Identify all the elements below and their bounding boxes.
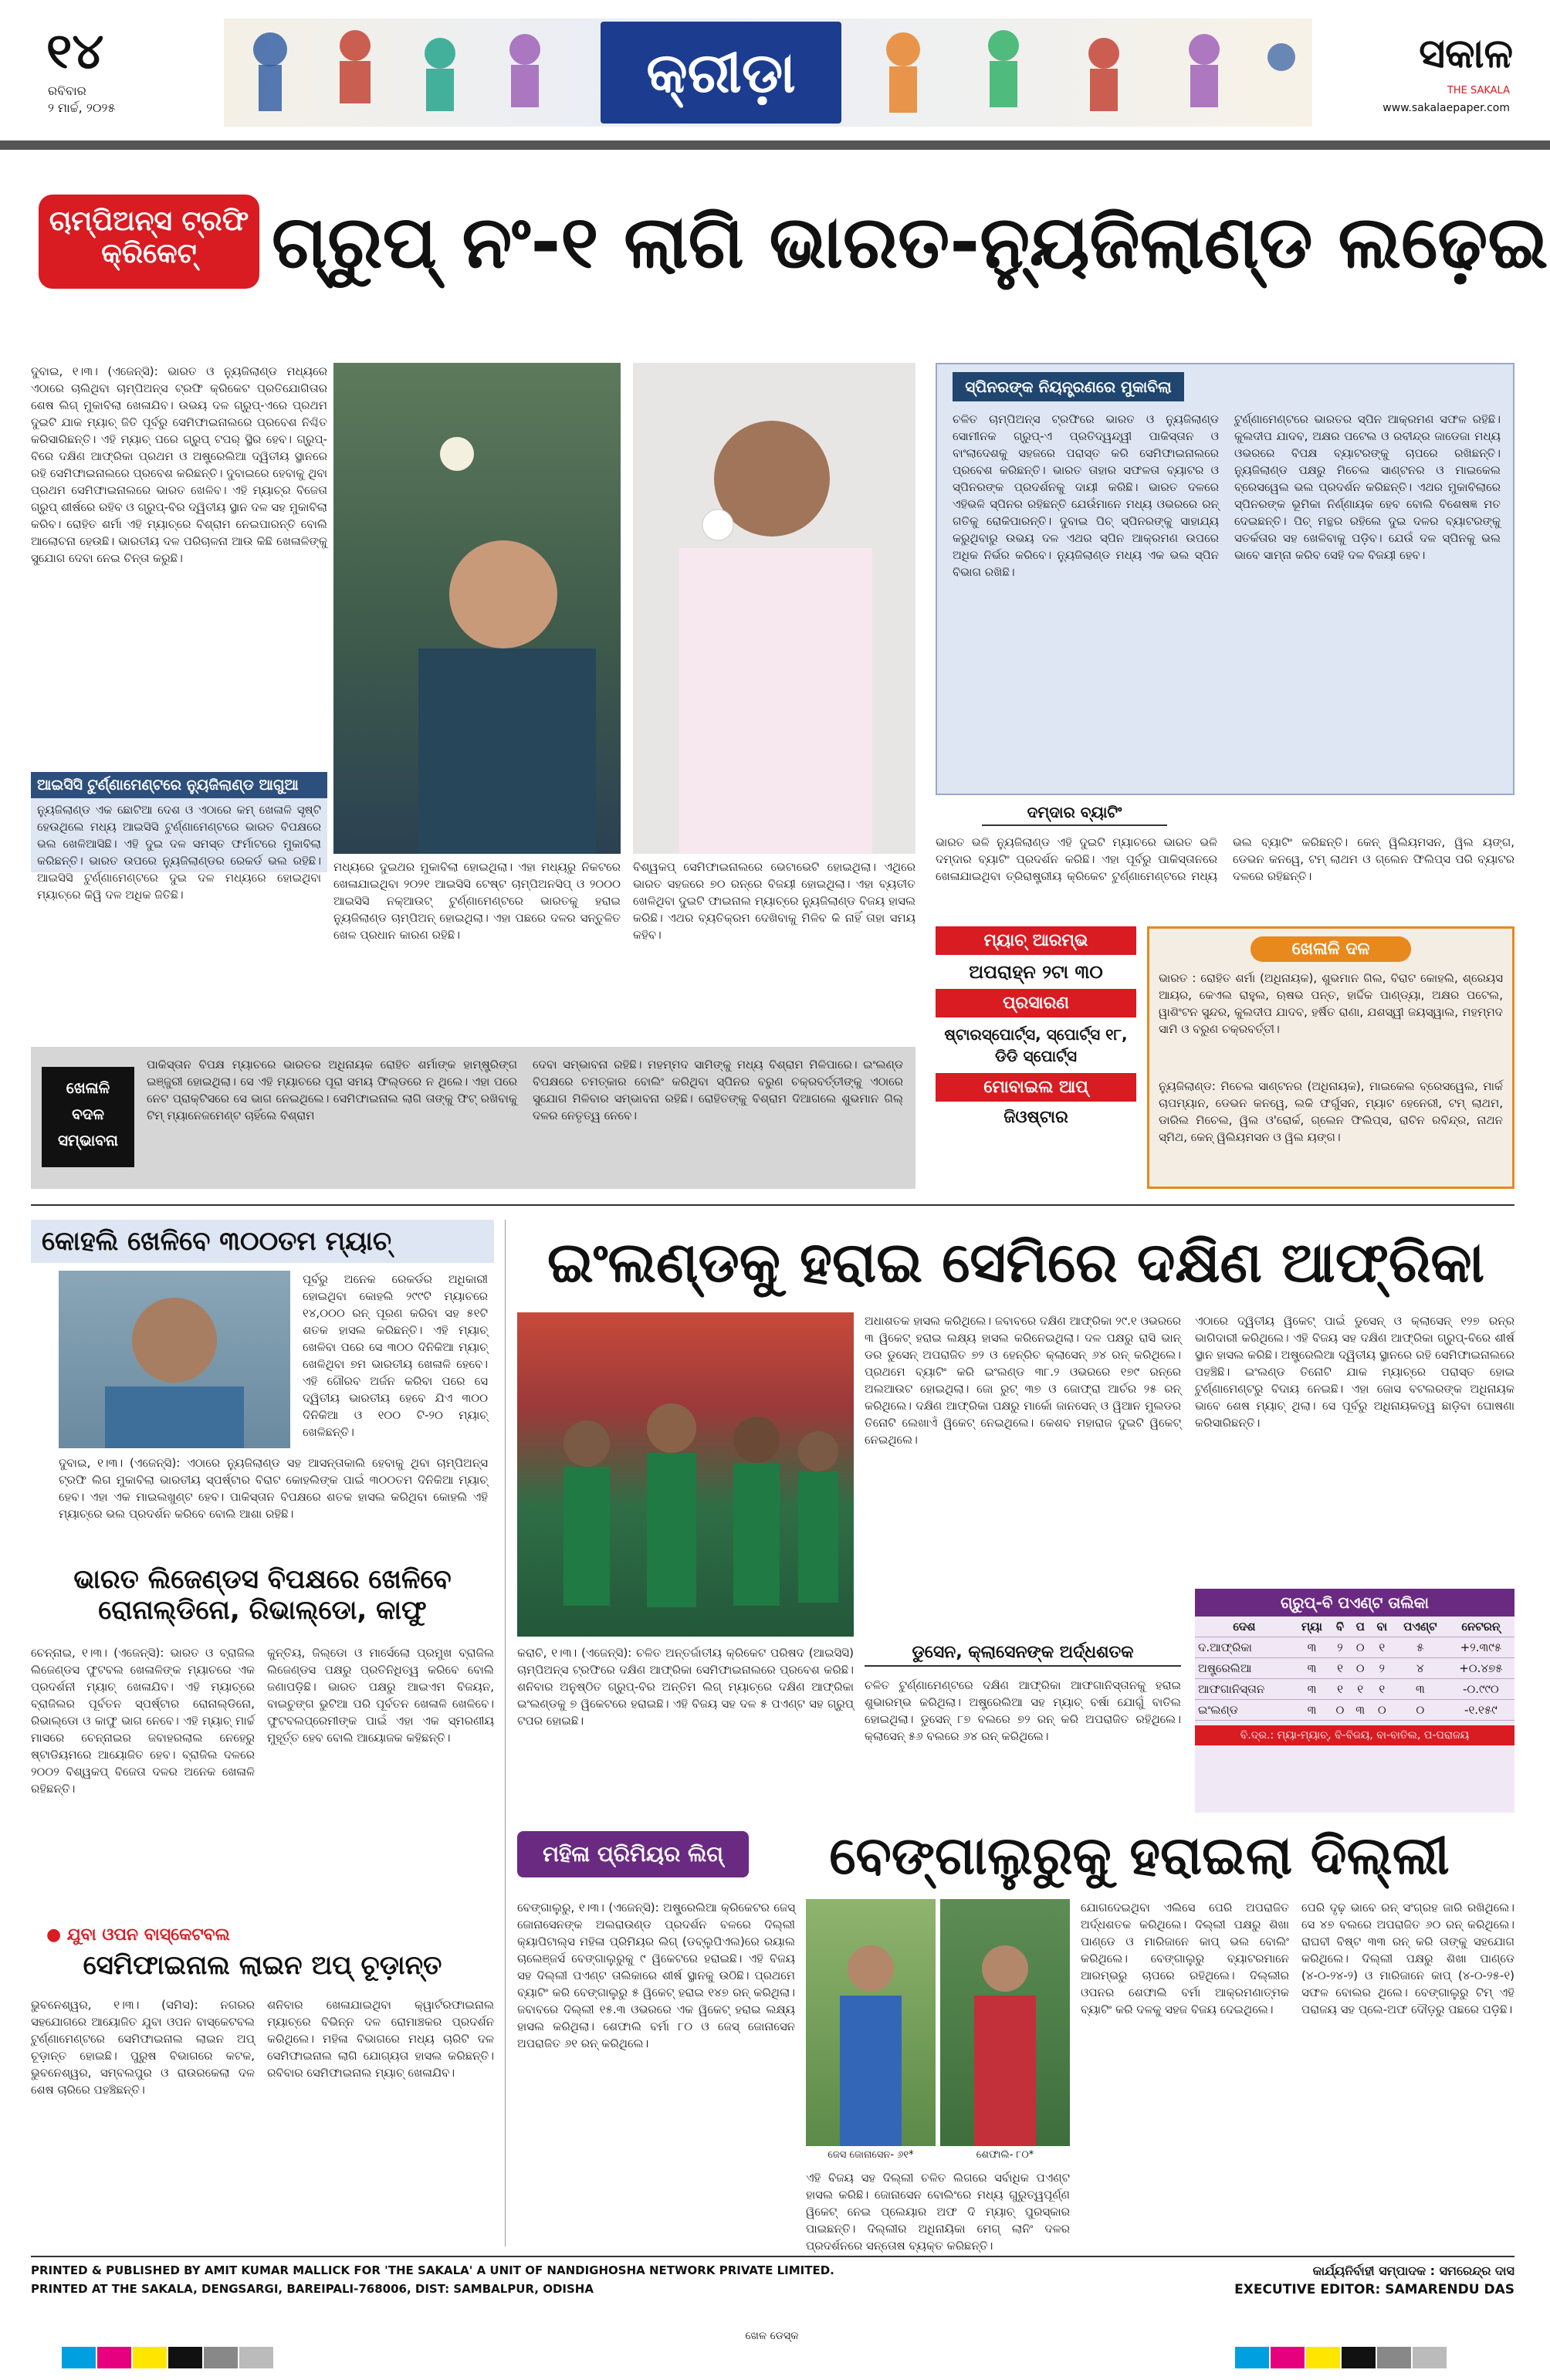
wpl-headline: ବେଙ୍ଗାଲୁରୁକୁ ହରାଇଲା ଦିଲ୍ଲୀ	[829, 1826, 1450, 1887]
kohli-text-right: ପୂର୍ବରୁ ଅନେକ ରେକର୍ଡର ଅଧିକାରୀ ହୋଇଥିବା କୋହଲି ୨୯୯ଟି ମ୍ୟାଚରେ ୧୪,୦୦୦ ରନ୍ ପୂରଣ କରିବା ସହ ୫୧ଟି ଶତକ ହାସଲ କରିଛନ୍ତି। ଏହି ମ୍ୟାଚ୍ ଖେଳିବା ପରେ ସେ ୩୦୦ ଦିନିକିଆ ମ୍ୟାଚ୍ ଖେଳିଥିବା ୭ମ ଭାରତୀୟ ଖେଳାଳି ହେବେ। ଏହି ଗୌରବ ଅର୍ଜନ କରିବା ପରେ ସେ ଦ୍ୱିତୀୟ ଭାରତୀୟ ହେବେ ଯିଏ ୩୦୦ ଦିନିକିଆ ଓ ୧୦୦ ଟି-୨୦ ମ୍ୟାଚ୍ ଖେଳିଛନ୍ତି।	[303, 1272, 488, 1439]
section-divider	[31, 1204, 1514, 1206]
match-start-time: ଅପରାହ୍ନ ୨ଟା ୩୦	[969, 961, 1103, 983]
table-cell: ୩	[1294, 1658, 1330, 1679]
sa-headline: ଇଂଲଣ୍ଡକୁ ହରାଇ ସେମିରେ ଦକ୍ଷିଣ ଆଫ୍ରିକା	[547, 1230, 1485, 1295]
player-photo-2	[633, 363, 915, 854]
spin-box	[936, 363, 1514, 795]
ronaldinho-title-line1: ଭାରତ ଲିଜେଣ୍ଡସ ବିପକ୍ଷରେ ଖେଳିବେ	[73, 1564, 452, 1595]
table-cell: ଇଂଲଣ୍ଡ	[1195, 1700, 1294, 1721]
basketball-text-col2: ଶନିବାର ଖେଳାଯାଇଥିବା କ୍ୱାର୍ଟରଫାଇନାଲ ମ୍ୟାଚ୍‌ରେ ବିଭିନ୍ନ ଦଳ ରୋମାଞ୍ଚକର ପ୍ରଦର୍ଶନ କରିଥିଲେ। ମହିଳା ବିଭାଗରେ ମଧ୍ୟ ଚାରିଟି ଦଳ ସେମିଫାଇନାଲ ଲାଗି ଯୋଗ୍ୟତା ହାସଲ କରିଛନ୍ତି। ରବିବାର ସେମିଫାଇନାଲ ମ୍ୟାଚ୍ ଖେଳାଯିବ।	[267, 1998, 494, 2080]
match-start-label: ମ୍ୟାଚ୍ ଆରମ୍ଭ	[936, 926, 1136, 955]
app-value: ଜିଓଷ୍ଟାର	[1003, 1108, 1068, 1127]
player-silhouette-1	[333, 363, 621, 854]
table-cell: ୦	[1371, 1700, 1393, 1721]
broadcast-value: ଷ୍ଟାରସ୍ପୋର୍ଟ୍ସ, ସ୍ପୋର୍ଟ୍ସ ୧୮, ଡିଡି ସ୍ପୋର୍ଟ୍ସ	[944, 1025, 1128, 1065]
wpl-photo-2	[940, 1899, 1070, 2146]
page-day: ରବିବାର	[48, 83, 86, 98]
player-change-tag-line3: ସମ୍ଭାବନା	[57, 1131, 119, 1149]
masthead-rule	[0, 140, 1550, 150]
lead-kicker-line1: ଚାମ୍ପିଅନ୍ସ ଟ୍ରଫି	[49, 205, 249, 237]
table-cell: ୨	[1371, 1658, 1393, 1679]
app-label: ମୋବାଇଲ ଆପ୍	[936, 1073, 1136, 1102]
basketball-kicker	[46, 1925, 355, 1945]
table-cell: -୧.୧୫୯	[1447, 1700, 1514, 1721]
sa-col2b: ଚଳିତ ଟୁର୍ଣ୍ଣାମେଣ୍ଟରେ ଦକ୍ଷିଣ ଆଫ୍ରିକା ଆଫଗାନିସ୍ତାନକୁ ହରାଇ ଶୁଭାରମ୍ଭ କରିଥିଲା। ଅଷ୍ଟ୍ରେଲିଆ ସହ ମ୍ୟାଚ୍ ବର୍ଷା ଯୋଗୁଁ ବାତିଲ ହୋଇଥିଲା। ଡୁସେନ୍ ୮୭ ବଲରେ ୭୨ ରନ୍ କରି ଅପରାଜିତ ରହିଥିଲେ। କ୍ଲାସେନ୍ ୫୬ ବଲରେ ୬୪ ରନ୍ କରିଥିଲେ।	[865, 1678, 1181, 1743]
bullet-icon: ●	[46, 1925, 67, 1945]
wpl-player-silhouette-2	[940, 1899, 1070, 2146]
registration-marks-right	[1235, 2347, 1448, 2372]
left-col-divider	[505, 1220, 506, 2246]
basketball-title: ସେମିଫାଇନାଲ ଲାଇନ ଅପ୍ ଚୂଡ଼ାନ୍ତ	[83, 1950, 442, 1981]
table-row	[1195, 1700, 1514, 1721]
table-cell: ଅଷ୍ଟ୍ରେଲିଆ	[1195, 1658, 1294, 1679]
table-cell: ୦	[1350, 1658, 1371, 1679]
player-silhouette-2	[633, 363, 915, 854]
col-header: ଦେଶ	[1195, 1617, 1294, 1637]
batting-title: ଦମ୍ଦାର ବ୍ୟାଟିଂ	[982, 803, 1167, 826]
table-cell: ୪	[1393, 1658, 1447, 1679]
wpl-photo-1	[806, 1899, 936, 2146]
bottom-center-tag: ଖେଳ ଡେସ୍କ	[745, 2330, 799, 2342]
player-change-tag-line1: ଖେଳାଳି	[66, 1078, 110, 1097]
table-cell: ୦	[1350, 1637, 1371, 1658]
squad-title: ଖେଳାଳି ଦଳ	[1250, 936, 1411, 962]
printer-line2: PRINTED AT THE SAKALA, DENGSARGI, BAREIPALI-768006, DIST: SAMBALPUR, ODISHA	[31, 2282, 594, 2296]
lead-body-col1: ଦୁବାଇ, ୧।୩। (ଏଜେନ୍ସି): ଭାରତ ଓ ନ୍ୟୁଜିଲାଣ୍ଡ ମଧ୍ୟରେ ଏଠାରେ ଚାଲିଥିବା ଚାମ୍ପିଅନ୍ସ ଟ୍ରଫି କ୍ରିକେଟ ପ୍ରତିଯୋଗିତାର ଶେଷ ଲିଗ୍ ମୁକାବିଲା ଖେଳାଯିବ। ଉଭୟ ଦଳ ଗ୍ରୁପ୍-ଏରେ ପ୍ରଥମ ଦୁଇଟି ଯାକ ମ୍ୟାଚ୍ ଜିତି ପୂର୍ବରୁ ସେମିଫାଇନାଲରେ ପ୍ରବେଶ ନିଶ୍ଚିତ କରିସାରିଛନ୍ତି। ଏହି ମ୍ୟାଚ୍ ପରେ ଗ୍ରୁପ୍ ଟପର୍ ସ୍ଥିର ହେବ। ଗ୍ରୁପ୍-ବିରେ ଦକ୍ଷିଣ ଆଫ୍ରିକା ପ୍ରଥମ ଓ ଅଷ୍ଟ୍ରେଲିଆ ଦ୍ୱିତୀୟ ସ୍ଥାନରେ ରହି ସେମିଫାଇନାଲରେ ପ୍ରବେଶ କରିଛନ୍ତି। ଦୁବାଇରେ ହେବାକୁ ଥିବା ପ୍ରଥମ ସେମିଫାଇନାଲରେ ଭାରତ ଖେଳିବ। ଏହି ମ୍ୟାଚ୍‌ର ବିଜେତା ଗ୍ରୁପ୍ ଶୀର୍ଷରେ ରହିବ ଓ ଗ୍ରୁପ୍-ବିର ଦ୍ୱିତୀୟ ସ୍ଥାନ ଦଳ ସହ ମୁକାବିଲା କରିବ। ରୋହିତ ଶର୍ମା ଏହି ମ୍ୟାଚ୍‌ରେ ବିଶ୍ରାମ ନେଇପାରନ୍ତି ବୋଲି ଆଲୋଚନା ହେଉଛି। ଭାରତୀୟ ଦଳ ପରିଚାଳନା ଆଉ କିଛି ଖେଳାଳିଙ୍କୁ ସୁଯୋଗ ଦେବା ନେଇ ଚିନ୍ତା କରୁଛି।	[31, 364, 327, 565]
table-cell: +୨.୩୯୫	[1447, 1637, 1514, 1658]
lead-kicker-line2: କ୍ରିକେଟ୍	[101, 238, 197, 269]
sa-subtitle: ଡୁସେନ, କ୍ଲାସେନଙ୍କ ଅର୍ଦ୍ଧଶତକ	[865, 1643, 1181, 1667]
sa-team-photo	[517, 1312, 854, 1637]
basketball-kicker-text: ଯୁବା ଓପନ ବାସ୍କେଟବଲ	[66, 1925, 230, 1945]
nz-record-box	[31, 772, 327, 902]
table-cell: ୦	[1393, 1700, 1447, 1721]
broadcast-label: ପ୍ରସାରଣ	[936, 989, 1136, 1017]
col-header: ବି	[1330, 1617, 1350, 1637]
player-change-tag	[42, 1067, 134, 1167]
ronaldinho-text-col1: ଚେନ୍ନାଇ, ୧।୩। (ଏଜେନ୍ସି): ଭାରତ ଓ ବ୍ରାଜିଲ ଲିଜେଣ୍ଡସ ଫୁଟବଲ ଖେଳାଳିଙ୍କ ମ୍ୟାଚରେ ଏକ ପ୍ରଦର୍ଶନୀ ମ୍ୟାଚ୍ ଖେଳାଯିବ। ଏହି ମ୍ୟାଚ୍‌ରେ ବ୍ରାଜିଲର ପୂର୍ବତନ ସ୍ପର୍ଷ୍ଟାର ରୋନାଲ୍ଡିନୋ, ରିଭାଲ୍ଡୋ ଓ କାଫୁ ଭାଗ ନେବେ। ଏହି ମ୍ୟାଚ୍ ମାର୍ଚ୍ଚ ମାସରେ ଚେନ୍ନାଇର ଜବାହରଲାଲ ନେହେରୁ ଷ୍ଟାଡିୟମରେ ଆୟୋଜିତ ହେବ। ବ୍ରାଜିଲ ଦଳରେ ୨୦୦୨ ବିଶ୍ୱକପ୍ ବିଜେତା ଦଳର ଅନେକ ଖେଳାଳି ରହିଛନ୍ତି।	[31, 1646, 255, 1796]
points-table	[1195, 1617, 1514, 1721]
player-photo-1	[333, 363, 621, 854]
ronaldinho-title	[31, 1564, 494, 1626]
table-cell: ୩	[1350, 1700, 1371, 1721]
batting-box	[936, 803, 1514, 926]
table-cell: ୩	[1294, 1700, 1330, 1721]
wpl-photo1-caption: ଜେସ ଜୋନାସେନ- ୬୧*	[827, 2149, 914, 2161]
nz-record-text: ନ୍ୟୁଜିଲାଣ୍ଡ ଏକ ଛୋଟିଆ ଦେଶ ଓ ଏଠାରେ କମ୍ ଖେଳାଳି ସୃଷ୍ଟି ହେଉଥିଲେ ମଧ୍ୟ ଆଇସିସି ଟୁର୍ଣ୍ଣାମେଣ୍ଟରେ ଭାରତ ବିପକ୍ଷରେ ଭଲ ଖେଳିଆସିଛି। ଏହି ଦୁଇ ଦଳ ସମସ୍ତ ଫର୍ମାଟରେ ମୁକାବିଲା କରିଛନ୍ତି। ଭାରତ ଉପରେ ନ୍ୟୁଜିଲାଣ୍ଡର ରେକର୍ଡ ଭଲ ରହିଛି। ଆଇସିସି ଟୁର୍ଣ୍ଣାମେଣ୍ଟରେ ଦୁଇ ଦଳ ମଧ୍ୟରେ ହୋଇଥିବା ମ୍ୟାଚ୍‌ରେ କିୱି ଦଳ ଅଧିକ ଜିତିଛି।	[37, 803, 321, 902]
spin-box-col2: ଟୁର୍ଣ୍ଣାମେଣ୍ଟରେ ଭାରତର ସ୍ପିନ ଆକ୍ରମଣ ସଫଳ ରହିଛି। କୁଲଦୀପ ଯାଦବ, ଅକ୍ଷର ପଟେଲ ଓ ରବୀନ୍ଦ୍ର ଜାଡେଜା ମଧ୍ୟ ଓଭରରେ ବିପକ୍ଷ ବ୍ୟାଟରଙ୍କୁ ଚାପରେ ରଖିଛନ୍ତି। ନ୍ୟୁଜିଲାଣ୍ଡ ପକ୍ଷରୁ ମିଚେଲ ସାଣ୍ଟନର ଓ ମାଇକେଲ ବ୍ରେସୱେଲ ଭଲ ପ୍ରଦର୍ଶନ କରିଛନ୍ତି। ଏଥର ମୁକାବିଲାରେ ସ୍ପିନରଙ୍କ ଭୂମିକା ନିର୍ଣ୍ଣାୟକ ହେବ ବୋଲି ବିଶେଷଜ୍ଞ ମତ ଦେଇଛନ୍ତି। ପିଚ୍ ମନ୍ଥର ରହିଲେ ଦୁଇ ଦଳର ବ୍ୟାଟରଙ୍କୁ ସତର୍କତାର ସହ ଖେଳିବାକୁ ପଡ଼ିବ। ଯେଉଁ ଦଳ ସ୍ପିନକୁ ଭଲ ଭାବେ ସାମ୍ନା କରିବ ସେହି ଦଳ ବିଜୟୀ ହେବ।	[1234, 412, 1501, 562]
sports-silhouette-left	[224, 19, 594, 127]
spin-box-col1: ଚଳିତ ଚାମ୍ପିଅନ୍ସ ଟ୍ରଫିରେ ଭାରତ ଓ ନ୍ୟୁଜିଲାଣ୍ଡ ସୋମୀନକ ଗ୍ରୁପ୍-ଏ ପ୍ରତିଦ୍ୱନ୍ଦ୍ୱୀ ପାକିସ୍ତାନ ଓ ବାଂଲାଦେଶକୁ ସହଜରେ ପରାସ୍ତ କରି ସେମିଫାଇନାଲରେ ପ୍ରବେଶ କରିଛନ୍ତି। ଭାରତ ତାହାର ସଫଳତା ବ୍ୟାଟର ଓ ସ୍ପିନରଙ୍କ ପ୍ରଦର୍ଶନକୁ ଦାୟୀ କରିଛି। ଭାରତ ଦଳରେ ଏହିଭଳି ସ୍ପିନର ରହିଛନ୍ତି ଯେଉଁମାନେ ମଧ୍ୟ ଓଭରରେ ରନ୍ ଗତିକୁ ରୋକିପାରନ୍ତି। ଦୁବାଇ ପିଚ୍ ସ୍ପିନରଙ୍କୁ ସାହାଯ୍ୟ କରୁଥିବାରୁ ଉଭୟ ଦଳ ଏଥର ସ୍ପିନ ଆକ୍ରମଣ ଉପରେ ଅଧିକ ନିର୍ଭର କରିବେ। ନ୍ୟୁଜିଲାଣ୍ଡ ମଧ୍ୟ ଏକ ଭଲ ସ୍ପିନ ବିଭାଗ ରଖିଛି।	[953, 412, 1219, 579]
sa-col2: ଏଠାରେ ଦ୍ୱିତୀୟ ୱିକେଟ୍ ପାଇଁ ଡୁସେନ୍ ଓ କ୍ଲାସେନ୍ ୧୨୭ ରନ୍‌ର ଭାଗିଦାରୀ କରିଥିଲେ। ଏହି ବିଜୟ ସହ ଦକ୍ଷିଣ ଆଫ୍ରିକା ଗ୍ରୁପ୍-ବିରେ ଶୀର୍ଷ ସ୍ଥାନ ହାସଲ କରିଛି। ଅଷ୍ଟ୍ରେଲିଆ ଦ୍ୱିତୀୟ ସ୍ଥାନରେ ରହି ସେମିଫାଇନାଲରେ ପହଞ୍ଚିଛି। ଇଂଲଣ୍ଡ ତିନୋଟି ଯାକ ମ୍ୟାଚ୍‌ରେ ପରାସ୍ତ ହୋଇ ଟୁର୍ଣ୍ଣାମେଣ୍ଟରୁ ବିଦାୟ ନେଇଛି। ଏହା ଜୋସ ବଟଲରଙ୍କ ଅଧିନାୟକ ଭାବେ ଶେଷ ମ୍ୟାଚ୍ ଥିଲା। ସେ ପୂର୍ବରୁ ଅଧିନାୟକତ୍ୱ ଛାଡ଼ିବା ଘୋଷଣା କରିସାରିଛନ୍ତି।	[1195, 1314, 1514, 1430]
player-change-box	[31, 1047, 915, 1189]
table-cell: ୨	[1330, 1637, 1350, 1658]
wpl-below-photos: ଏହି ବିଜୟ ସହ ଦିଲ୍ଲୀ ଚଳିତ ଲିଗରେ ସର୍ବାଧିକ ପଏଣ୍ଟ ହାସଲ କରିଛି। ଜୋନାସେନ ବୋଲିଂରେ ମଧ୍ୟ ଗୁରୁତ୍ୱପୂର୍ଣ୍ଣ ୱିକେଟ୍ ନେଇ ପ୍ଲେୟାର ଅଫ ଦି ମ୍ୟାଚ୍ ପୁରସ୍କାର ପାଇଛନ୍ତି। ଦିଲ୍ଲୀର ଅଧିନାୟିକା ମେଗ୍ ଲାନିଂ ଦଳର ପ୍ରଦର୍ଶନରେ ସନ୍ତୋଷ ବ୍ୟକ୍ତ କରିଛନ୍ତି।	[806, 2171, 1070, 2253]
player-change-col1: ପାକିସ୍ତାନ ବିପକ୍ଷ ମ୍ୟାଚରେ ଭାରତର ଅଧିନାୟକ ରୋହିତ ଶର୍ମାଙ୍କ ହାମ୍‌ଷ୍ଟ୍ରିଙ୍ଗ ଇଞ୍ଜୁରୀ ହୋଇଥିଲା। ସେ ଏହି ମ୍ୟାଚରେ ପୂରା ସମୟ ଫିଲ୍ଡରେ ନ ଥିଲେ। ଏହା ପରେ ନେଟ ପ୍ରାକ୍ଟିସରେ ସେ ଭାଗ ନେଇଥିଲେ। ସେମିଫାଇନାଲ ଲାଗି ତାଙ୍କୁ ଫିଟ୍ ରଖିବାକୁ ଟିମ୍ ମ୍ୟାନେଜମେଣ୍ଟ ଚାହିଁଲେ ବିଶ୍ରାମ	[147, 1058, 517, 1122]
lead-mid-text: ମଧ୍ୟରେ ଦୁଇଥର ମୁକାବିଲା ହୋଇଥିଲା। ଏହା ମଧ୍ୟରୁ ନିକଟରେ ଖେଳାଯାଇଥିବା ୨୦୨୧ ଆଇସିସି ଟେଷ୍ଟ ଚାମ୍ପିଅନସିପ୍ ଓ ୨୦୦୦ ଆଇସିସି ନକ୍‌ଆଉଟ୍ ଟୁର୍ଣ୍ଣାମେଣ୍ଟରେ ଭାରତକୁ ହରାଇ ନ୍ୟୁଜିଲାଣ୍ଡ ଚାମ୍ପିଅନ୍ ହୋଇଥିଲା। ଏହା ପଛରେ ଦଳର ସନ୍ତୁଳିତ ଖେଳ ପ୍ରଧାନ କାରଣ ରହିଛି।	[333, 860, 621, 942]
sa-players-silhouette	[517, 1312, 854, 1637]
section-title-box	[601, 22, 841, 124]
player-change-tag-line2: ବଦଳ	[72, 1105, 104, 1123]
kohli-title: କୋହଲି ଖେଳିବେ ୩୦୦ତମ ମ୍ୟାଚ୍	[31, 1220, 494, 1263]
wpl-col4: ପେରି ଦୃଢ଼ ଭାବେ ରନ୍ ସଂଗ୍ରହ ଜାରି ରଖିଥିଲେ। ସେ ୪୭ ବଲରେ ଅପରାଜିତ ୬୦ ରନ୍ କରିଥିଲେ। ରାଘବୀ ବିଷ୍ଟ ୩୩ ରନ୍ କରି ତାଙ୍କୁ ସହଯୋଗ କରିଥିଲେ। ଦିଲ୍ଲୀ ପକ୍ଷରୁ ଶିଖା ପାଣ୍ଡେ (୪-୦-୨୪-୨) ଓ ମାରିଜାନେ କାପ୍ (୪-୦-୨୫-୧) ସଫଳ ବୋଲର ଥିଲେ। ବେଙ୍ଗାଲୁରୁ ଟିମ୍ ଏହି ପରାଜୟ ସହ ପ୍ଲେ-ଅଫ ଦୌଡ଼ରୁ ପଛରେ ପଡ଼ିଛି।	[1301, 1901, 1514, 2016]
points-table-title: ଗ୍ରୁପ୍-ବି ପଏଣ୍ଟ ତାଲିକା	[1195, 1589, 1514, 1617]
nz-record-title: ଆଇସିସି ଟୁର୍ଣ୍ଣାମେଣ୍ଟରେ ନ୍ୟୁଜିଲାଣ୍ଡ ଆଗୁଆ	[31, 772, 327, 798]
table-cell: ୦	[1330, 1700, 1350, 1721]
brand-logo: ସକାଳ	[1419, 31, 1513, 77]
points-table-header	[1195, 1617, 1514, 1637]
wpl-kicker: ମହିଳା ପ୍ରିମିୟର ଲିଗ୍	[517, 1831, 749, 1877]
table-cell: ୧	[1330, 1679, 1350, 1700]
table-cell: ଦ.ଆଫ୍ରିକା	[1195, 1637, 1294, 1658]
table-row	[1195, 1679, 1514, 1700]
ronaldinho-title-line2: ରୋନାଲ୍ଡିନୋ, ରିଭାଲ୍ଡୋ, କାଫୁ	[98, 1595, 427, 1626]
section-title: କ୍ରୀଡ଼ା	[646, 40, 796, 105]
table-cell: ୩	[1393, 1679, 1447, 1700]
points-table-box	[1195, 1589, 1514, 1813]
points-table-footnote: ବି.ଦ୍ର.: ମ୍ୟା-ମ୍ୟାଚ୍, ବି-ବିଜୟ, ବା-ବାତିଲ, ପ-ପରାଜୟ	[1195, 1725, 1514, 1745]
squad-box	[1147, 926, 1514, 1189]
sa-col1b: କରାଚି, ୧।୩। (ଏଜେନ୍ସି): ଚଳିତ ଅନ୍ତର୍ଜାତୀୟ କ୍ରିକେଟ ପରିଷଦ (ଆଇସିସି) ଚାମ୍ପିଅନ୍ସ ଟ୍ରଫିରେ ଦକ୍ଷିଣ ଆଫ୍ରିକା ସେମିଫାଇନାଲରେ ପ୍ରବେଶ କରିଛି। ଶନିବାର ଅନୁଷ୍ଠିତ ଗ୍ରୁପ୍-ବିର ଅନ୍ତିମ ଲିଗ୍ ମ୍ୟାଚ୍‌ରେ ଦକ୍ଷିଣ ଆଫ୍ରିକା ଇଂଲଣ୍ଡକୁ ୭ ୱିକେଟରେ ହରାଇଛି। ଏହି ବିଜୟ ସହ ଦଳ ୫ ପଏଣ୍ଟ ସହ ଗ୍ରୁପ୍ ଟପର ହୋଇଛି।	[517, 1646, 854, 1728]
page-number: ୧୪	[46, 22, 104, 80]
printer-line1: PRINTED & PUBLISHED BY AMIT KUMAR MALLICK FOR 'THE SAKALA' A UNIT OF NANDIGHOSHA NETWORK PRIVATE LIMITED.	[31, 2263, 834, 2277]
match-info-box	[936, 926, 1136, 1189]
lead-headline: ଗ୍ରୁପ୍ ନଂ-୧ ଲାଗି ଭାରତ-ନ୍ୟୁଜିଲାଣ୍ଡ ଲଢ଼େଇ	[272, 201, 1548, 285]
lead-mid-text2: ବିଶ୍ୱକପ୍ ସେମିଫାଇନାଲରେ ଭେଟାଭେଟି ହୋଇଥିଲା। ଏଥିରେ ଭାରତ ସହଜରେ ୭୦ ରନ୍‌ରେ ବିଜୟୀ ହୋଇଥିଲା। ଏହା ବ୍ୟତୀତ ଖେଳିଥିବା ଦୁଇଟି ଫାଇନାଲ ମ୍ୟାଚ୍‌ରେ ନ୍ୟୁଜିଲାଣ୍ଡ ବିଜୟ ହାସଲ କରିଛି। ଏଥର ବ୍ୟତିକ୍ରମ ଦେଖିବାକୁ ମିଳିବ କି ନାହିଁ ତାହା ସମୟ କହିବ।	[633, 860, 915, 942]
kohli-box	[31, 1220, 494, 1559]
kohli-photo	[59, 1271, 290, 1448]
table-cell: ୩	[1294, 1679, 1330, 1700]
spin-box-title: ସ୍ପିନରଙ୍କ ନିୟନ୍ତ୍ରଣରେ ମୁକାବିଲା	[953, 372, 1184, 401]
registration-marks-left	[62, 2347, 275, 2372]
squad-nz: ନ୍ୟୁଜିଲାଣ୍ଡ: ମିଚେଲ ସାଣ୍ଟନର (ଅଧିନାୟକ), ମାଇକେଲ ବ୍ରେସୱେଲ, ମାର୍କ ଚାପମ୍ୟାନ, ଡେଭନ କନୱେ, ଲକି ଫର୍ଗୁସନ, ମ୍ୟାଟ ହେନେରୀ, ଟମ୍ ଲାଥମ, ଡାରିଲ ମିଚେଲ, ୱିଲ ଓ'ରୋର୍କ, ଗ୍ଲେନ ଫିଲିପ୍ସ, ରାଚିନ ରବିନ୍ଦ୍ର, ନାଥନ ସ୍ମିଥ, କେନ୍ ୱିଲିୟମସନ ଓ ୱିଲ ୟଙ୍ଗ।	[1159, 1079, 1503, 1144]
table-cell: ୧	[1371, 1637, 1393, 1658]
table-cell: ୧	[1330, 1658, 1350, 1679]
masthead	[0, 0, 1550, 147]
wpl-col1: ବେଙ୍ଗାଲୁରୁ, ୧।୩। (ଏଜେନ୍ସି): ଅଷ୍ଟ୍ରେଲିଆ କ୍ରିକେଟର ଜେସ୍ ଜୋନାସେନଙ୍କ ଅଲରାଉଣ୍ଡ ପ୍ରଦର୍ଶନ ବଳରେ ଦିଲ୍ଲୀ କ୍ୟାପିଟାଲ୍ସ ମହିଳା ପ୍ରିମିୟର ଲିଗ୍ (ଡବ୍ଲୁପିଏଲ)ରେ ରୟାଲ ଚାଲେଞ୍ଜର୍ସ ବେଙ୍ଗାଲୁରୁକୁ ୯ ୱିକେଟରେ ହରାଇଛି। ଏହି ବିଜୟ ସହ ଦିଲ୍ଲୀ ପଏଣ୍ଟ ତାଲିକାରେ ଶୀର୍ଷ ସ୍ଥାନକୁ ଉଠିଛି। ପ୍ରଥମେ ବ୍ୟାଟିଂ କରି ବେଙ୍ଗାଲୁରୁ ୫ ୱିକେଟ୍ ହରାଇ ୧୪୭ ରନ୍ କରିଥିଲା। ଜବାବରେ ଦିଲ୍ଲୀ ୧୫.୩ ଓଭରରେ ଏକ ୱିକେଟ୍ ହରାଇ ଲକ୍ଷ୍ୟ ହାସଲ କରିଥିଲା। ଶେଫାଲି ବର୍ମା ୮୦ ଓ ଜେସ୍ ଜୋନାସେନ ଅପରାଜିତ ୬୧ ରନ୍ କରିଥିଲେ।	[517, 1901, 795, 2050]
player-change-col2: ଦେବା ସମ୍ଭାବନା ରହିଛି। ମହମ୍ମଦ ସାମିଙ୍କୁ ମଧ୍ୟ ବିଶ୍ରାମ ମିଳିପାରେ। ଇଂଲଣ୍ଡ ବିପକ୍ଷରେ ଚମତ୍କାର ବୋଲିଂ କରିଥିବା ସ୍ପିନର ବରୁଣ ଚକ୍ରବର୍ତ୍ତୀଙ୍କୁ ଏଠାରେ ସୁଯୋଗ ମିଳିବାର ସମ୍ଭାବନା ରହିଛି। ରୋହିତଙ୍କୁ ବିଶ୍ରାମ ଦିଆଗଲେ ଶୁଭମାନ ଗିଲ୍ ଦଳର ନେତୃତ୍ୱ ନେବେ।	[533, 1058, 903, 1122]
kohli-text-bottom: ଦୁବାଇ, ୧।୩। (ଏଜେନ୍ସି): ଏଠାରେ ନ୍ୟୁଜିଲାଣ୍ଡ ସହ ଆସନ୍ତାକାଲି ହେବାକୁ ଥିବା ଚାମ୍ପିଅନ୍ସ ଟ୍ରଫି ଲିଗ ମୁକାବିଲା ଭାରତୀୟ ସ୍ପର୍ଷ୍ଟାର ବିରାଟ କୋହଲିଙ୍କ ପାଇଁ ୩୦୦ତମ ଦିନିକିଆ ମ୍ୟାଚ୍ ହେବ। ଏହା ଏକ ମାଇଲଖୁଣ୍ଟ ହେବ। ପାକିସ୍ତାନ ବିପକ୍ଷରେ ଶତକ ହାସଲ କରିଥିବା କୋହଲି ଏହି ମ୍ୟାଚ୍‌ରେ ଭଲ ପ୍ରଦର୍ଶନ କରିବେ ବୋଲି ଆଶା ରହିଛି।	[59, 1456, 488, 1521]
col-header: ନେଟରନ୍	[1447, 1617, 1514, 1637]
page-date: ୨ ମାର୍ଚ୍ଚ, ୨୦୨୫	[48, 100, 116, 115]
table-cell: +୦.୪୭୫	[1447, 1658, 1514, 1679]
wpl-player-silhouette-1	[806, 1899, 936, 2146]
exec-editor-odia: କାର୍ଯ୍ୟନିର୍ବାହୀ ସମ୍ପାଦକ : ସମରେନ୍ଦ୍ର ଦାସ	[1312, 2263, 1514, 2278]
wpl-col3: ଯୋଗଦେଇଥିବା ଏଲିସେ ପେରି ଅପରାଜିତ ଅର୍ଦ୍ଧଶତକ କରିଥିଲେ। ଦିଲ୍ଲୀ ପକ୍ଷରୁ ଶିଖା ପାଣ୍ଡେ ଓ ମାରିଜାନେ କାପ୍ ଭଲ ବୋଲିଂ କରିଥିଲେ। ବେଙ୍ଗାଲୁରୁ ବ୍ୟାଟରମାନେ ଆରମ୍ଭରୁ ଚାପରେ ରହିଥିଲେ। ଦିଲ୍ଲୀର ଓପନର ଶେଫାଲି ବର୍ମା ଆକ୍ରମଣାତ୍ମକ ବ୍ୟାଟିଂ କରି ଦଳକୁ ସହଜ ବିଜୟ ଦେଇଥିଲେ।	[1081, 1901, 1289, 2016]
col-header: ପ	[1350, 1617, 1371, 1637]
table-cell: ୫	[1393, 1637, 1447, 1658]
table-cell: ୧	[1371, 1679, 1393, 1700]
col-header: ପଏଣ୍ଟ	[1393, 1617, 1447, 1637]
col-header: ମ୍ୟା	[1294, 1617, 1330, 1637]
footer-rule	[31, 2256, 1514, 2257]
sa-col1: ଅଧାଶତକ ହାସଲ କରିଥିଲେ। ଜବାବରେ ଦକ୍ଷିଣ ଆଫ୍ରିକା ୨୯.୧ ଓଭରରେ ୩ ୱିକେଟ୍ ହରାଇ ଲକ୍ଷ୍ୟ ହାସଲ କରିନେଇଥିଲା। ଦଳ ପକ୍ଷରୁ ରାସି ଭାନ୍ ଡର ଡୁସେନ୍ ଅପରାଜିତ ୭୨ ଓ ହେନ୍ରିଚ କ୍ଲାସେନ୍ ୬୪ ରନ୍ କରିଥିଲେ। ପ୍ରଥମେ ବ୍ୟାଟିଂ କରି ଇଂଲଣ୍ଡ ୩୮.୨ ଓଭରରେ ୧୭୯ ରନ୍‌ରେ ଅଲଆଉଟ ହୋଇଥିଲା। ଜୋ ରୁଟ୍ ୩୭ ଓ ଜୋଫ୍ରା ଆର୍ଚର ୨୫ ରନ୍ କରିଥିଲେ। ଦକ୍ଷିଣ ଆଫ୍ରିକା ପକ୍ଷରୁ ମାର୍କୋ ଜାନସେନ୍ ଓ ୱିଆନ ମୁଲଡର ତିନୋଟି ଲେଖାଏଁ ୱିକେଟ୍ ନେଇଥିଲେ। କେଶବ ମହାରାଜ ଦୁଇଟି ୱିକେଟ୍ ନେଇଥିଲେ।	[865, 1314, 1181, 1447]
batting-text: ଭାରତ ଭଳି ନ୍ୟୁଜିଲାଣ୍ଡ ଏହି ଦୁଇଟି ମ୍ୟାଚରେ ଭାରତ ଭଳି ଦମ୍ଦାର ବ୍ୟାଟିଂ ପ୍ରଦର୍ଶନ କରିଛି। ଏହା ପୂର୍ବରୁ ପାକିସ୍ତାନରେ ଖେଳାଯାଇଥିବା ତ୍ରିରାଷ୍ଟ୍ରୀୟ କ୍ରିକେଟ ଟୁର୍ଣ୍ଣାମେଣ୍ଟରେ ମଧ୍ୟ ଭଲ ବ୍ୟାଟିଂ କରିଛନ୍ତି। କେନ୍ ୱିଲିୟମସନ, ୱିଲ ୟଙ୍ଗ, ଡେଭନ କନୱେ, ଟମ୍ ଲାଥମ ଓ ଗ୍ଲେନ ଫିଲିପ୍ସ ପରି ବ୍ୟାଟର ଦଳରେ ରହିଛନ୍ତି।	[936, 835, 1514, 883]
table-cell: ୩	[1294, 1637, 1330, 1658]
basketball-text-col1: ଭୁବନେଶ୍ୱର, ୧।୩। (ସମିସ): ନଗରର ସହଯୋଗରେ ଆୟୋଜିତ ଯୁବା ଓପନ ବାସ୍କେଟବଲ ଟୁର୍ଣ୍ଣାମେଣ୍ଟରେ ସେମିଫାଇନାଲ ଲାଇନ ଅପ୍ ଚୂଡ଼ାନ୍ତ ହୋଇଛି। ପୁରୁଷ ବିଭାଗରେ କଟକ, ଭୁବନେଶ୍ୱର, ସମ୍ବଲପୁର ଓ ରାଉରକେଲା ଦଳ ଶେଷ ଚାରିରେ ପହଞ୍ଚିଛନ୍ତି।	[31, 1998, 255, 2097]
table-cell: ଆଫଗାନିସ୍ତାନ	[1195, 1679, 1294, 1700]
table-row	[1195, 1658, 1514, 1679]
ronaldinho-text-col2: କୁନ୍ତିୟ, ଜିଲ୍ଡୋ ଓ ମାର୍ସେଲୋ ପ୍ରମୁଖ ବ୍ରାଜିଲ ଲିଜେଣ୍ଡସ ପକ୍ଷରୁ ପ୍ରତିନିଧିତ୍ୱ କରିବେ ବୋଲି ଜଣାପଡ଼ିଛି। ଭାରତ ପକ୍ଷରୁ ଆଇଏମ ବିଜୟନ, ବାଇଚୁଙ୍ଗ ଭୁଟିଆ ପରି ପୂର୍ବତନ ଖେଳାଳି ଖେଳିବେ। ଫୁଟବଲପ୍ରେମୀଙ୍କ ପାଇଁ ଏହା ଏକ ସ୍ମରଣୀୟ ମୁହୂର୍ତ୍ତ ହେବ ବୋଲି ଆୟୋଜକ କହିଛନ୍ତି।	[267, 1646, 494, 1745]
lead-kicker	[39, 195, 259, 289]
exec-editor-en: EXECUTIVE EDITOR: SAMARENDU DAS	[1234, 2282, 1514, 2297]
section-banner	[224, 19, 1312, 127]
table-cell: ୧	[1350, 1679, 1371, 1700]
brand-sub: THE SAKALA	[1447, 85, 1510, 96]
table-cell: -୦.୯୯୦	[1447, 1679, 1514, 1700]
website-link[interactable]: www.sakalaepaper.com	[1382, 102, 1510, 114]
col-header: ବା	[1371, 1617, 1393, 1637]
wpl-photo2-caption: ଶେଫାଲି- ୮୦*	[976, 2149, 1034, 2161]
kohli-silhouette	[59, 1271, 290, 1448]
table-row	[1195, 1637, 1514, 1658]
sports-silhouette-right	[849, 19, 1312, 127]
squad-india: ଭାରତ : ରୋହିତ ଶର୍ମା (ଅଧିନାୟକ), ଶୁଭମାନ ଗିଲ, ବିରାଟ କୋହଲି, ଶ୍ରେୟସ ଆୟର, କେଏଲ ରାହୁଲ, ଋଷଭ ପନ୍ତ, ହାର୍ଦ୍ଦିକ ପାଣ୍ଡ୍ୟା, ଅକ୍ଷର ପଟେଲ, ୱାଶିଂଟନ ସୁନ୍ଦର, କୁଲଦୀପ ଯାଦବ, ହର୍ଷିତ ରାଣା, ଯଶସ୍ୱୀ ଜୟସ୍ୱାଲ, ମହମ୍ମଦ ସାମି ଓ ବରୁଣ ଚକ୍ରବର୍ତ୍ତୀ।	[1159, 971, 1503, 1036]
